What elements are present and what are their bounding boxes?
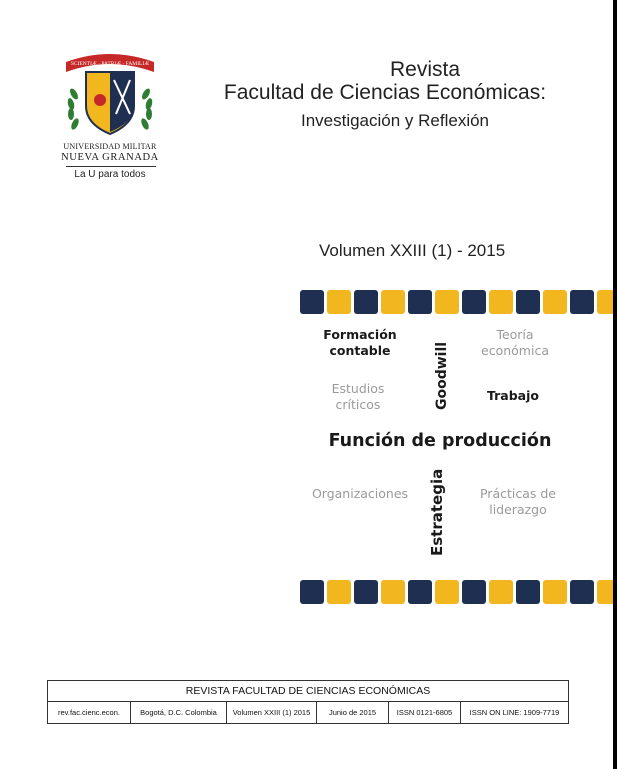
band-square (489, 580, 513, 604)
topic-teoria-economica: Teoría económica (481, 327, 549, 358)
band-square (462, 580, 486, 604)
topic-organizaciones: Organizaciones (311, 486, 409, 501)
band-square (597, 580, 613, 604)
band-square (435, 580, 459, 604)
topic-practicas-de-liderazgo: Prácticas de liderazgo (479, 486, 556, 517)
footer-cell-issn: ISSN 0121-6805 (389, 702, 461, 723)
footer-cell-date: Junio de 2015 (317, 702, 389, 723)
right-edge-rule (613, 0, 617, 769)
band-square (462, 290, 486, 314)
logo-motto: SCIENTIÆ · PATRIÆ · FAMILIÆ (70, 61, 150, 67)
band-square (543, 290, 567, 314)
band-square (597, 290, 613, 314)
band-square (516, 580, 540, 604)
top-square-band (300, 290, 613, 314)
band-square (570, 290, 594, 314)
title-line1: Revista (389, 58, 461, 81)
coat-of-arms-icon (58, 44, 162, 142)
university-name-line1: UNIVERSIDAD MILITAR (63, 142, 157, 151)
band-square (327, 580, 351, 604)
bottom-square-band (300, 580, 613, 604)
university-logo (58, 44, 162, 186)
band-square (300, 580, 324, 604)
title-line3: Investigación y Reflexión (300, 111, 490, 130)
volume-label: Volumen XXIII (1) - 2015 (319, 241, 506, 260)
band-square (408, 290, 432, 314)
logo-divider (66, 166, 156, 167)
footer-info-table (47, 680, 569, 724)
band-square (408, 580, 432, 604)
logo-tagline: La U para todos (74, 169, 146, 180)
topic-estrategia: Estrategia (428, 468, 446, 556)
journal-title (150, 58, 610, 133)
topic-trabajo: Trabajo (486, 388, 539, 403)
topic-funcion-de-produccion: Función de producción (328, 431, 552, 451)
footer-cell-abbrev: rev.fac.cienc.econ. (48, 702, 131, 723)
band-square (435, 290, 459, 314)
band-square (354, 580, 378, 604)
band-square (570, 580, 594, 604)
band-square (516, 290, 540, 314)
footer-cell-issn-online: ISSN ON LINE: 1909-7719 (469, 708, 560, 717)
topic-goodwill: Goodwill (434, 341, 450, 410)
band-square (381, 580, 405, 604)
band-square (543, 580, 567, 604)
band-square (489, 290, 513, 314)
footer-cell-city: Bogotá, D.C. Colombia (131, 702, 227, 723)
footer-cell-volume: Volumen XXIII (1) 2015 (227, 702, 317, 723)
topic-formacion-contable: Formación contable (323, 327, 397, 358)
university-name-line2: NUEVA GRANADA (61, 152, 159, 163)
footer-title: REVISTA FACULTAD DE CIENCIAS ECONÓMICAS (48, 681, 568, 702)
band-square (327, 290, 351, 314)
band-square (354, 290, 378, 314)
topic-estudios-criticos: Estudios críticos (331, 381, 385, 412)
band-square (381, 290, 405, 314)
band-square (300, 290, 324, 314)
title-line2: Facultad de Ciencias Económicas: (223, 81, 547, 104)
